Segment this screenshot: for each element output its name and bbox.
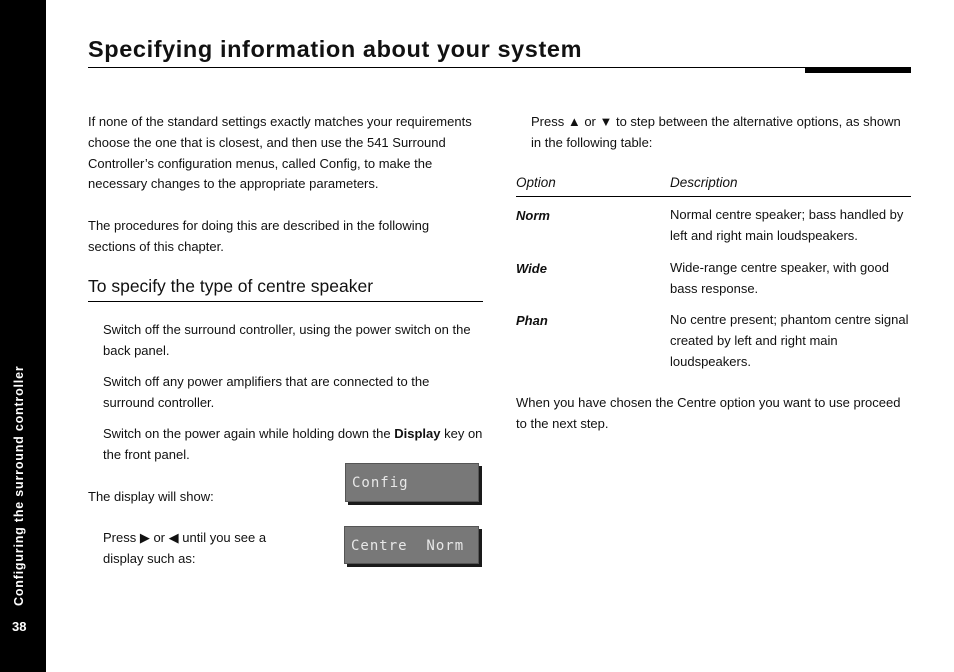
lcd-display-centre: Centre Norm <box>344 526 479 564</box>
step-1: Switch off the surround controller, using the power switch on the back panel. <box>103 322 471 358</box>
step-3-text-end: key on the front panel. <box>103 426 483 462</box>
title-rule-block <box>805 67 911 73</box>
table-header-option: Option <box>516 175 556 190</box>
table-header-description: Description <box>670 175 738 190</box>
table-row-option: Phan <box>516 313 548 328</box>
intro-paragraph: If none of the standard settings exactly matches your requirements choose the one that is closest, and then use the 541 Surround Controller’s configuration menus, called Config, to make the necessary changes to the appropriate parameters. <box>88 114 472 192</box>
table-row-description: Normal centre speaker; bass handled by left and right main loudspeakers. <box>670 207 904 243</box>
page-number: 38 <box>12 619 27 634</box>
table-header-rule <box>516 196 911 197</box>
chapter-title: Configuring the surround controller <box>12 365 26 606</box>
title-rule <box>88 67 911 68</box>
table-row-description: No centre present; phantom centre signal created by left and right main loudspeakers. <box>670 312 909 369</box>
section-heading: To specify the type of centre speaker <box>88 276 374 296</box>
section-heading-rule <box>88 301 483 302</box>
table-row-option: Wide <box>516 261 547 276</box>
table-row-option: Norm <box>516 208 550 223</box>
procedures-paragraph: The procedures for doing this are described in the following sections of this chapter. <box>88 218 430 254</box>
table-row-description: Wide-range centre speaker, with good bass response. <box>670 260 889 296</box>
step-4: Press ▶ or ◀ until you see a display such as: <box>103 530 267 566</box>
display-key-label: Display <box>394 426 441 441</box>
step-2: Switch off any power amplifiers that are connected to the surround controller. <box>103 374 430 410</box>
closing-paragraph: When you have chosen the Centre option you want to use proceed to the next step. <box>516 395 901 431</box>
page-title: Specifying information about your system <box>88 36 583 62</box>
lcd-display-config: Config <box>345 463 479 502</box>
step-5: Press ▲ or ▼ to step between the alternative options, as shown in the following table: <box>531 114 901 150</box>
step-3-text: Switch on the power again while holding down the <box>103 426 395 441</box>
display-will-show: The display will show: <box>88 489 214 504</box>
step-3 <box>103 424 483 466</box>
